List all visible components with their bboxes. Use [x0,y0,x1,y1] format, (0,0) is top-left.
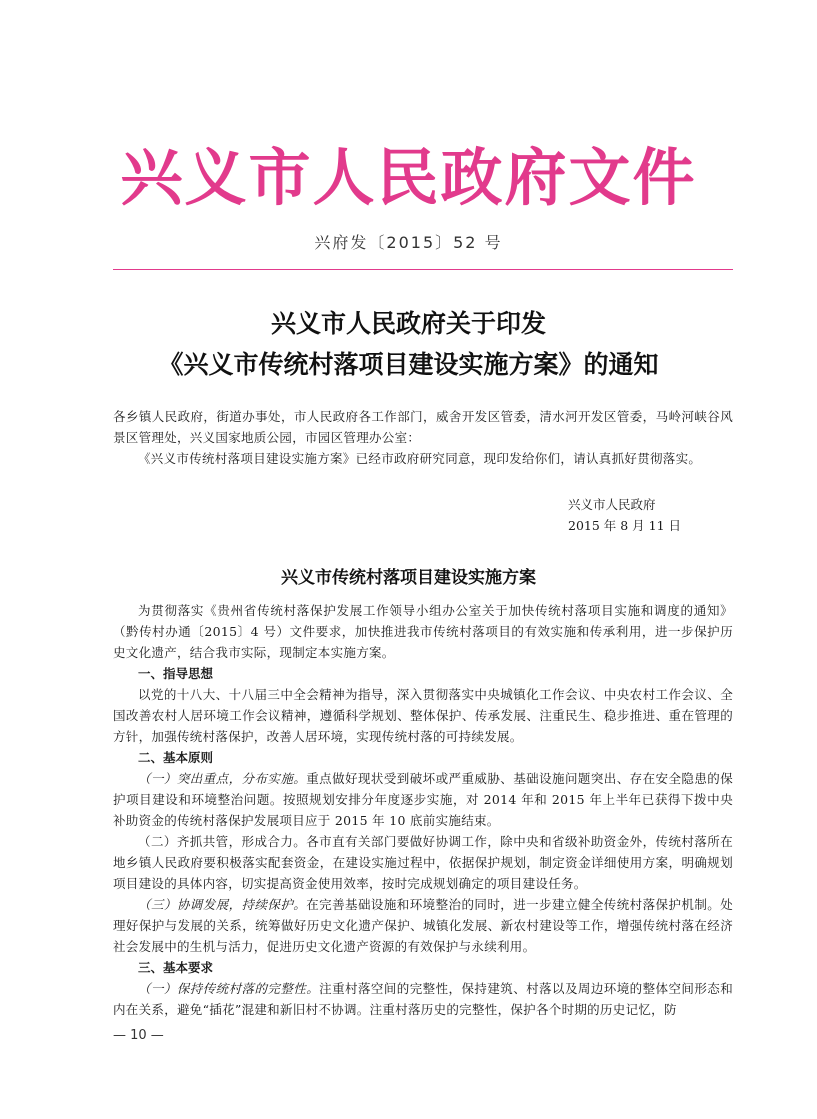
signature-date: 2015 年 8 月 11 日 [568,518,682,533]
requirement-1-lead: （一）保持传统村落的完整性。 [138,981,320,996]
principle-3-text: 在完善基础设施和环境整治的同时，进一步建立健全传统村落保护机制。处理好保护与发展的关系，统筹做好历史文化遗产保护、城镇化发展、新农村建设等工作，增强传统村落在经济社会发展中的生机与活力，促进历史文化遗产资源的有效保护与永续利用。 [113,897,734,954]
notice-title-line2: 《兴义市传统村落项目建设实施方案》的通知 [158,350,659,379]
requirement-1-text: 注重村落空间的完整性，保持建筑、村落以及周边环境的整体空间形态和内在关系，避免“插花”混建和新旧村不协调。注重村落历史的完整性，保护各个时期的历史记忆，防 [113,981,734,1017]
notice-body: 《兴义市传统村落项目建设实施方案》已经市政府研究同意，现印发给你们，请认真抓好贯彻落实。 [138,451,702,466]
section-heading-guiding-ideology: 一、指导思想 [138,666,214,681]
page-number: — 10 — [113,1028,164,1043]
header-divider [113,269,733,270]
document-number: 兴府发〔2015〕52 号 [314,233,503,252]
principle-3-lead: （三）协调发展，持续保护。 [138,897,307,912]
principle-1-text: 重点做好现状受到破坏或严重威胁、基础设施问题突出、存在安全隐患的保护项目建设和环境整治问题。按照规划安排分年度逐步实施，对 2014 年和 2015 年上半年已获得下拨中央补助资金的传统村落保护发展项目应于 2015 年 10 底前实施结束。 [113,771,734,828]
notice-title-line1: 兴义市人民政府关于印发 [270,309,546,338]
plan-intro: 为贯彻落实《贵州省传统村落保护发展工作领导小组办公室关于加快传统村落项目实施和调度的通知》（黔传村办通〔2015〕4 号）文件要求，加快推进我市传统村落项目的有效实施和传承利用，进一步保护历史文化遗产，结合我市实际，现制定本实施方案。 [113,603,733,660]
notice-recipients: 各乡镇人民政府，街道办事处，市人民政府各工作部门，威舍开发区管委，清水河开发区管委，马岭河峡谷风景区管理处，兴义国家地质公园，市园区管理办公室： [113,409,733,445]
signature-org: 兴义市人民政府 [568,497,656,512]
principle-2-text: 各市直有关部门要做好协调工作，除中央和省级补助资金外，传统村落所在地乡镇人民政府要积极落实配套资金，在建设实施过程中，依据保护规划，制定资金详细使用方案，明确规划项目建设的具体内容，切实提高资金使用效率，按时完成规划确定的项目建设任务。 [113,834,734,891]
principle-1-lead: （一）突出重点，分布实施。 [138,771,307,786]
section-heading-basic-requirements: 三、基本要求 [138,960,214,975]
section-guiding-ideology-text: 以党的十八大、十八届三中全会精神为指导，深入贯彻落实中央城镇化工作会议、中央农村工作会议、全国改善农村人居环境工作会议精神，遵循科学规划、整体保护、传承发展、注重民生、稳步推进、重在管理的方针，加强传统村落保护，改善人居环境，实现传统村落的可持续发展。 [113,687,733,744]
principle-2 [113,831,733,894]
principle-2-lead: （二）齐抓共管，形成合力。 [138,834,307,849]
document-masthead: 兴义市人民政府文件 [120,141,697,214]
principle-3 [113,894,733,957]
section-heading-basic-principles: 二、基本原则 [138,750,214,765]
requirement-1 [113,978,733,1020]
principle-1 [113,768,733,831]
plan-title: 兴义市传统村落项目建设实施方案 [281,568,536,588]
